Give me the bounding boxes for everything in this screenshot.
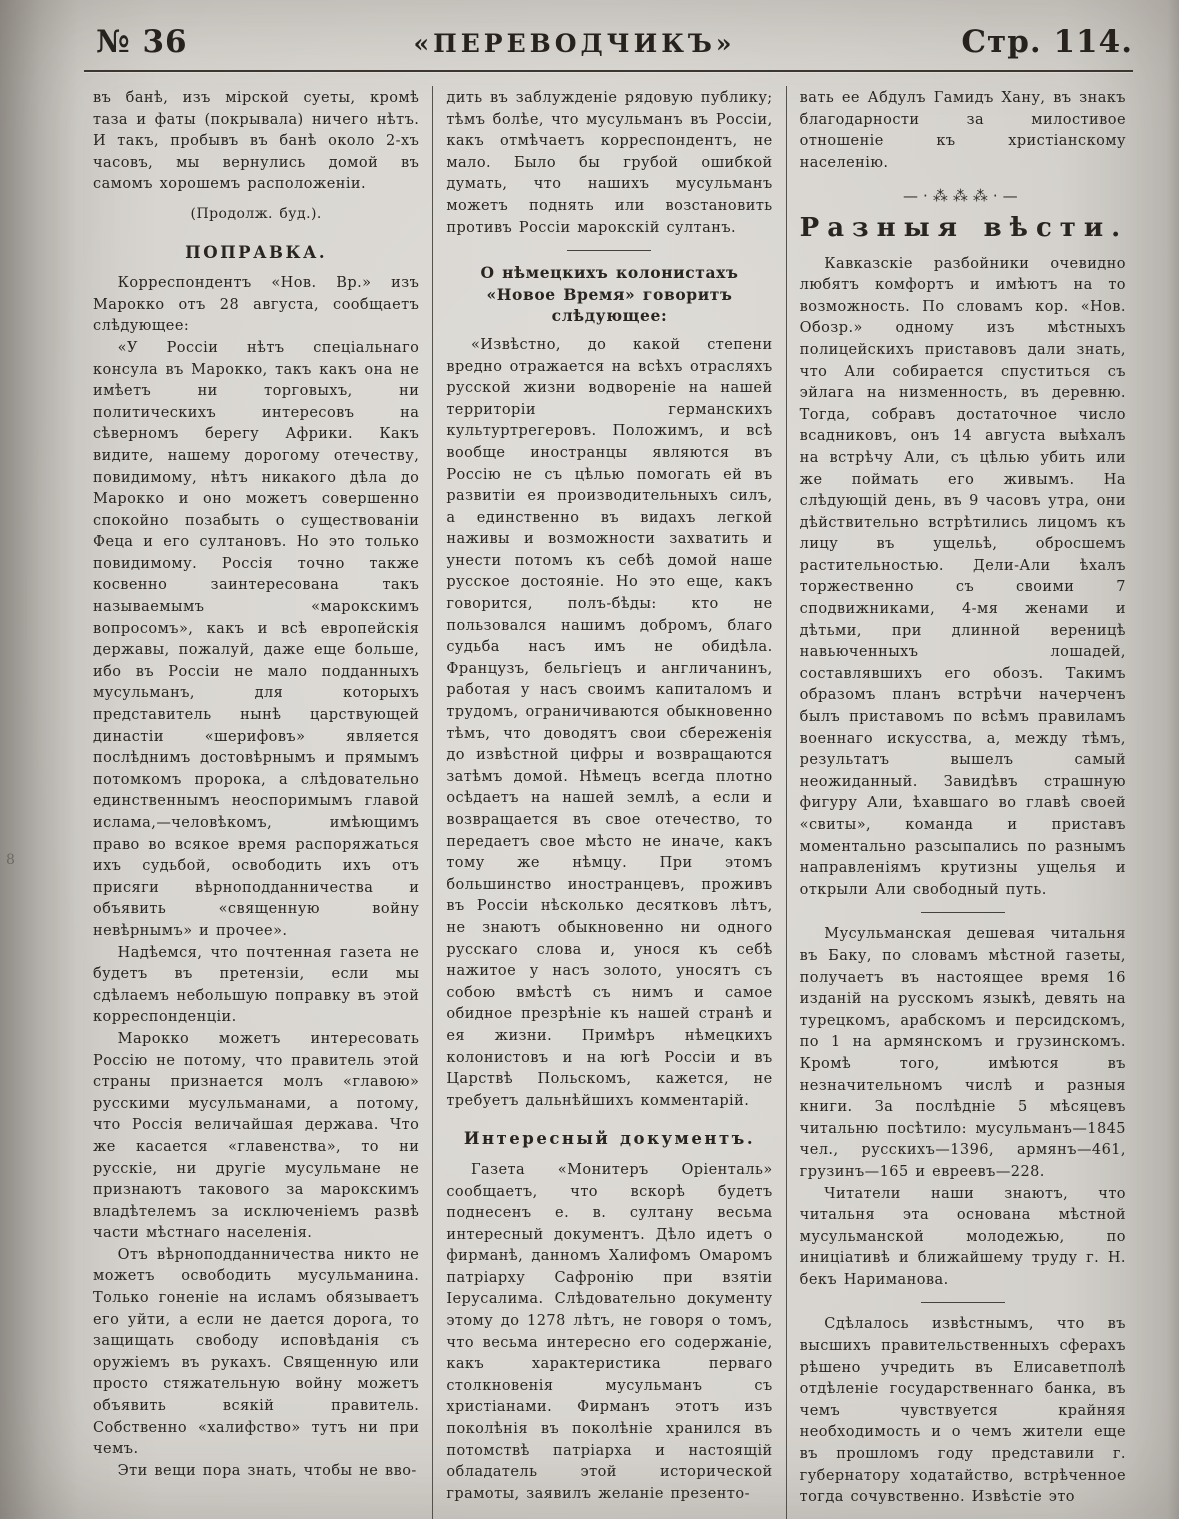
paragraph: Читатели наши знаютъ, что читальня эта основана мѣстной мусульманской молодежью, по иниціативѣ и ближайшему труду г. Н. бекъ Нариманова. — [799, 1185, 1126, 1288]
issue-number: № 36 — [96, 24, 188, 60]
ornament-divider: —·⁂⁂⁂·— — [903, 187, 1023, 206]
section-heading: Интересный документъ. — [463, 1129, 756, 1149]
section-divider — [921, 912, 1005, 913]
paragraph: дить въ заблужденіе рядовую публику; тѣмъ болѣе, что мусульманъ въ Россіи, какъ отмѣчаетъ корреспондентъ, не мало. Было бы грубой ошибкой думать, что нашихъ мусульманъ можетъ поднять или возстановить противъ Россіи марокскій султанъ. — [446, 90, 773, 236]
paragraph: вать ее Абдулъ Гамидъ Хану, въ знакъ благодарности за милостивое отношеніе къ христіанскому населенію. — [799, 90, 1126, 171]
paragraph: Отъ вѣрноподданничества никто не можетъ освободить мусульманина. Только гоненіе на исламъ обязываетъ его уйти, а если не дается дорога, то защищать свободу исповѣданія съ оружіемъ въ рукахъ. Священную или просто стяжательную войну можетъ объявить всякій правитель. Собственно «халифство» тутъ ни при чемъ. — [93, 1246, 420, 1458]
masthead — [0, 0, 1179, 64]
paragraph: Газета «Монитеръ Оріенталь» сообщаетъ, что вскорѣ будетъ поднесенъ е. в. султану весьма интересный документъ. Дѣло идетъ о фирманѣ, данномъ Халифомъ Омаромъ патріарху Сафронію при взятіи Іерусалима. Слѣдовательно документу этому до 1278 лѣтъ, не говоря о томъ, что весьма интересно его содержаніе, какъ характеристика перваго столкновенія мусульманъ съ христіанами. Фирманъ этотъ изъ поколѣнія въ поколѣніе хранился въ потомствѣ патріарха и настоящій обладатель этой исторической грамоты, заявилъ желаніе презенто- — [446, 1161, 773, 1502]
paragraph: «Извѣстно, до какой степени вредно отражается на всѣхъ отрасляхъ русской жизни водвореніе на нашей территоріи германскихъ культуртрегеровъ. Положимъ, и всѣ вообще иностранцы являются въ Россію не съ цѣлью помогать ей въ развитіи ея производительныхъ силъ, а единственно въ видахъ легкой наживы и возможности захватить и унести потомъ къ себѣ домой наше русское достояніе. Но это еще, какъ говорится, полъ-бѣды: кто не пользовался нашимъ добромъ, благо судьба насъ имъ не обидѣла. Французъ, бельгіецъ и англичанинъ, работая у насъ своимъ капиталомъ и трудомъ, ограничиваются обыкновенно тѣмъ, что доводятъ свои сбереженія до извѣстной цифры и возвращаются затѣмъ домой. Нѣмецъ всегда плотно осѣдаетъ на нашей землѣ, а если и возвращается въ свое отечество, то передаетъ свое мѣсто не иначе, какъ тому же нѣмцу. При этомъ большинство иностранцевъ, проживъ въ Россіи нѣсколько десятковъ лѣтъ, не знаютъ обыкновенно ни одного русскаго слова и, унося къ себѣ нажитое у насъ золото, уносятъ съ собою вмѣстѣ съ нимъ и самое обидное презрѣніе къ нашей странѣ и ея жизни. Примѣръ нѣмецкихъ колонистовъ и на югѣ Россіи и въ Царствѣ Польскомъ, кажется, не требуетъ дальнѣйшихъ комментарій. — [446, 336, 773, 1109]
column-1 — [80, 84, 432, 1519]
paragraph: Эти вещи пора знать, чтобы не вво- — [117, 1462, 417, 1479]
paragraph: Марокко можетъ интересовать Россію не потому, что правитель этой страны признается молъ «главою» русскими мусульманами, а потому, что Россія величайшая держава. Что же касается «главенства», то ни русскіе, ни другіе мусульмане не признаютъ такового за марокскимъ владѣтелемъ за исключеніемъ развѣ части мѣстнаго населенія. — [93, 1030, 420, 1242]
paragraph: Сдѣлалось извѣстнымъ, что въ высшихъ правительственныхъ сферахъ рѣшено учредить въ Елисаветполѣ отдѣленіе государственнаго банка, въ чемъ чувствуется крайняя необходимость и о чемъ жители еще въ прошломъ году представили г. губернатору ходатайство, встрѣченное тогда сочувственно. Извѣстіе это — [799, 1316, 1126, 1506]
continuation-note: (Продолж. буд.). — [190, 205, 322, 222]
paragraph: Корреспондентъ «Нов. Вр.» изъ Марокко отъ 28 августа, сообщаетъ слѣдующее: — [93, 275, 420, 335]
page-number: Стр. 114. — [961, 24, 1133, 60]
section-heading: О нѣмецкихъ колонистахъ «Новое Время» говоритъ слѣдующее: — [480, 263, 739, 326]
section-divider — [921, 1302, 1005, 1303]
section-heading: ПОПРАВКА. — [185, 242, 328, 262]
paragraph: Мусульманская дешевая читальня въ Баку, по словамъ мѣстной газеты, получаетъ въ настоящее время 16 изданій на русскомъ языкѣ, девять на турецкомъ, арабскомъ и персидскомъ, по 1 на армянскомъ и грузинскомъ. Кромѣ того, имѣются въ незначительномъ числѣ и разныя книги. За послѣдніе 5 мѣсяцевъ читальню посѣтило: мусульманъ—1845 чел., русскихъ—1396, армянъ—461, грузинъ—165 и евреевъ—228. — [799, 926, 1126, 1180]
paragraph: «У Россіи нѣтъ спеціальнаго консула въ Марокко, такъ какъ она не имѣетъ ни торговыхъ, ни политическихъ интересовъ на сѣверномъ берегу Африки. Какъ видите, нашему дорогому отечеству, повидимому, нѣтъ никакого дѣла до Марокко и оно можетъ совершенно спокойно позабыть о существованіи Феца и его султановъ. Но это только повидимому. Россія точно также косвенно заинтересована такъ называемымъ «марокскимъ вопросомъ», какъ и всѣ европейскія державы, пожалуй, даже еще больше, ибо въ Россіи не мало подданныхъ мусульманъ, для которыхъ представитель нынѣ царствующей династіи «шерифовъ» является послѣднимъ достовѣрнымъ и прямымъ потомкомъ пророка, а слѣдовательно единственнымъ неоспоримымъ главой ислама,—человѣкомъ, имѣющимъ право во всякое время распоряжаться ихъ судьбой, освободить ихъ отъ присяги вѣрноподданничества и объявить «священную войну невѣрнымъ» и прочее». — [93, 339, 420, 939]
page-edge-mark: 8 — [6, 852, 15, 868]
columns — [80, 84, 1139, 1519]
column-2 — [433, 84, 785, 1519]
paragraph: въ банѣ, изъ мірской суеты, кромѣ таза и фаты (покрывала) ничего нѣтъ. И такъ, пробывъ въ банѣ около 2-хъ часовъ, мы вернулись домой въ самомъ хорошемъ расположеніи. — [93, 90, 420, 193]
section-divider — [567, 250, 651, 251]
column-3 — [787, 84, 1139, 1519]
masthead-rule — [84, 70, 1133, 72]
paragraph: Надѣемся, что почтенная газета не будетъ въ претензіи, если мы сдѣлаемъ небольшую поправку въ этой корреспонденціи. — [93, 944, 420, 1026]
newspaper-title: «ПЕРЕВОДЧИКЪ» — [413, 29, 736, 58]
paragraph: Кавказскіе разбойники очевидно любятъ комфортъ и имѣютъ на то возможность. По словамъ кор. «Нов. Обозр.» одному изъ мѣстныхъ полицейскихъ приставовъ дали знать, что Али собирается спуститься съ эйлага на низменность, въ деревню. Тогда, собравъ достаточное число всадниковъ, онъ 14 августа выѣхалъ на встрѣчу Али, съ цѣлью убить или же поймать его живымъ. На слѣдующій день, въ 9 часовъ утра, они дѣйствительно встрѣтились лицомъ къ лицу въ ущельѣ, обросшемъ растительностью. Дели-Али ѣхалъ торжественно съ своими 7 сподвижниками, 4-мя женами и дѣтьми, при длинной вереницѣ навьюченныхъ лошадей, составлявшихъ его обозъ. Такимъ образомъ планъ встрѣчи начерченъ былъ приставомъ по всѣмъ правиламъ военнаго искусства, а, между тѣмъ, результатъ вышелъ самый неожиданный. Завидѣвъ страшную фигуру Али, ѣхавшаго во главѣ своей «свиты», команда и приставъ моментально разсыпались по разнымъ направленіямъ крутизны ущелья и открыли Али свободный путь. — [799, 255, 1126, 898]
section-heading: Разныя вѣсти. — [799, 212, 1129, 243]
